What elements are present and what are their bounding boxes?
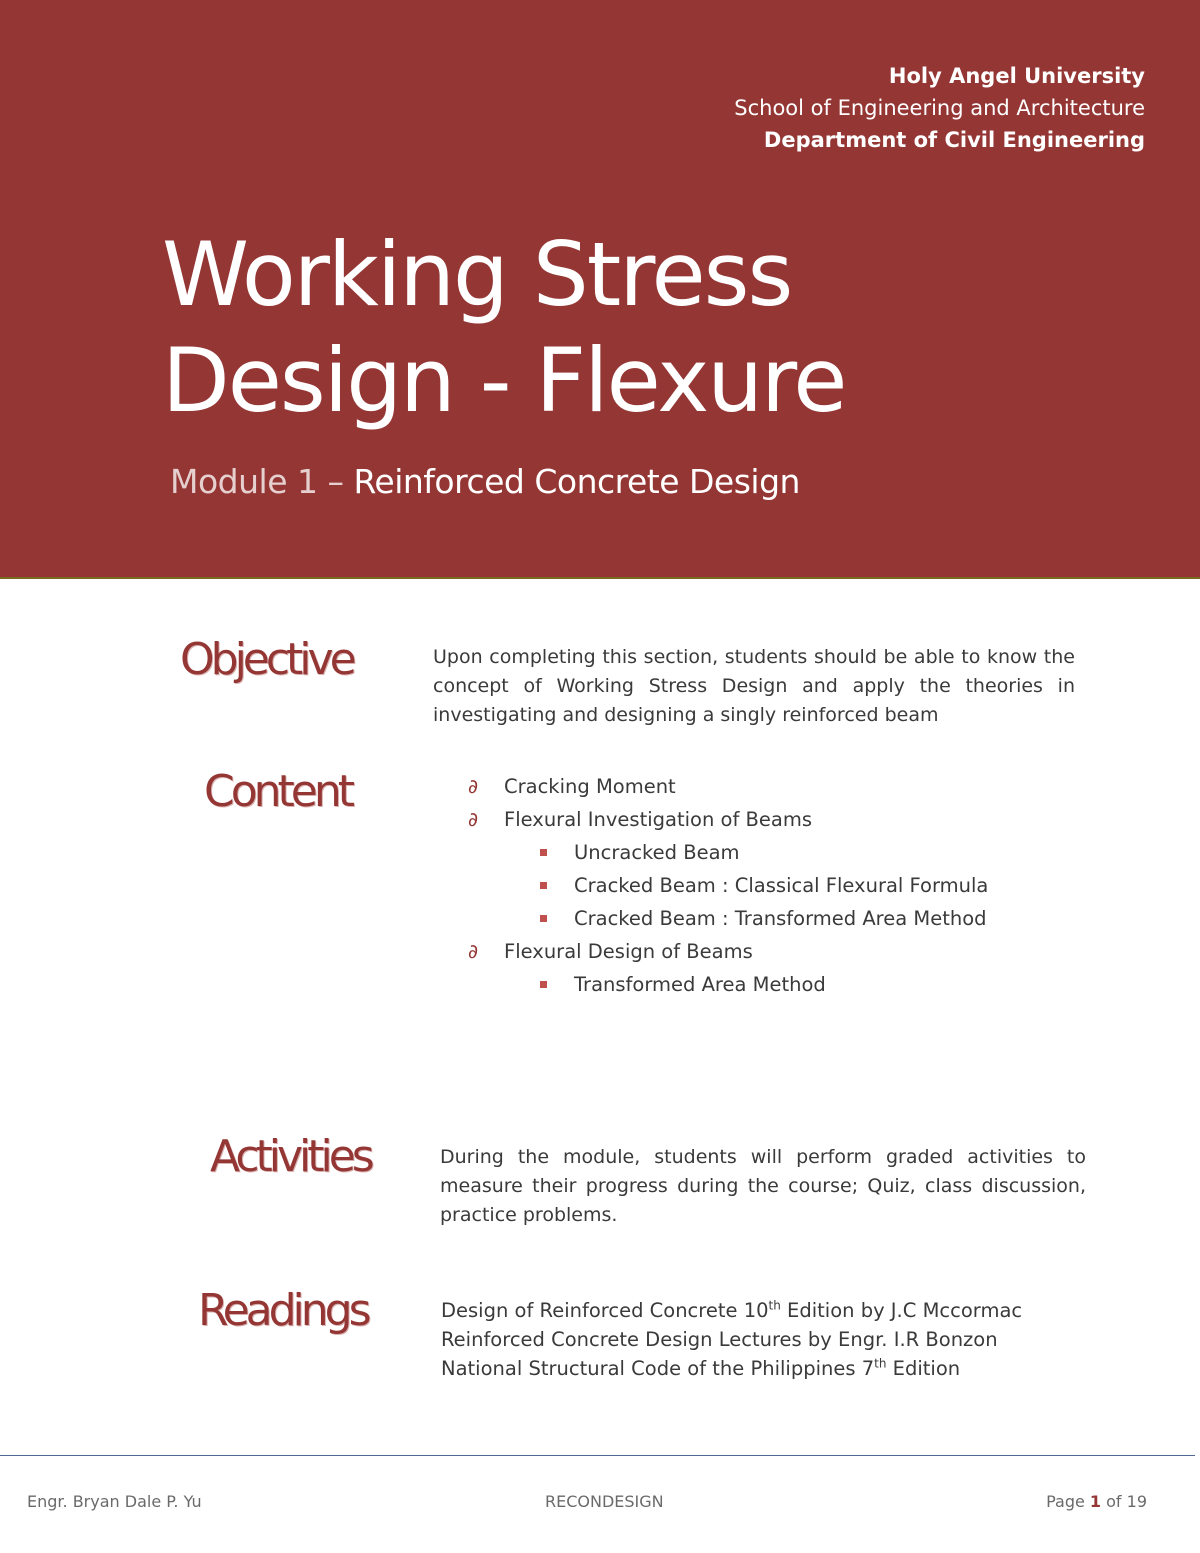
module-prefix: Module 1 –: [170, 462, 354, 501]
module-name: Reinforced Concrete Design: [353, 462, 800, 501]
institution-block: [734, 60, 1145, 156]
content-heading: Content: [204, 766, 351, 817]
reading-item: National Structural Code of the Philippines 7th Edition: [441, 1356, 961, 1380]
module-subtitle: [170, 462, 800, 501]
school-name: School of Engineering and Architecture: [734, 96, 1145, 120]
title-line-1: Working Stress: [162, 223, 792, 326]
square-bullet-icon: [540, 849, 547, 856]
list-item: ∂ Cracking Moment: [468, 770, 988, 803]
title-banner: [0, 0, 1200, 579]
list-item: Cracked Beam : Transformed Area Method: [468, 902, 988, 935]
partial-bullet-icon: ∂: [468, 775, 479, 798]
list-item: ∂ Flexural Investigation of Beams: [468, 803, 988, 836]
objective-heading: Objective: [180, 634, 353, 685]
footer-author: Engr. Bryan Dale P. Yu: [27, 1492, 202, 1511]
objective-text: Upon completing this section, students should be able to know the concept of Working Stress Design and apply the theories in investigating and designing a singly reinforced beam: [433, 646, 1075, 726]
activities-heading: Activities: [210, 1131, 371, 1182]
content-list: [468, 770, 988, 1001]
partial-bullet-icon: ∂: [468, 808, 479, 831]
footer-course: RECONDESIGN: [545, 1492, 664, 1511]
square-bullet-icon: [540, 981, 547, 988]
document-title: [162, 222, 845, 434]
readings-list: [441, 1296, 1022, 1383]
title-line-2: Design - Flexure: [162, 329, 846, 432]
list-item: Transformed Area Method: [468, 968, 988, 1001]
activities-text: During the module, students will perform graded activities to measure their progress during the course; Quiz, class discussion, practice problems.: [440, 1146, 1086, 1226]
department-name: Department of Civil Engineering: [763, 128, 1145, 152]
square-bullet-icon: [540, 915, 547, 922]
footer-divider: [0, 1455, 1195, 1456]
footer-page-number: Page 1 of 19: [1046, 1492, 1147, 1511]
list-item: Uncracked Beam: [468, 836, 988, 869]
reading-item: Design of Reinforced Concrete 10th Edition by J.C Mccormac: [441, 1298, 1023, 1322]
university-name: Holy Angel University: [888, 64, 1145, 88]
partial-bullet-icon: ∂: [468, 940, 479, 963]
reading-item: Reinforced Concrete Design Lectures by Engr. I.R Bonzon: [441, 1328, 998, 1351]
list-item: Cracked Beam : Classical Flexural Formula: [468, 869, 988, 902]
square-bullet-icon: [540, 882, 547, 889]
readings-heading: Readings: [198, 1285, 368, 1336]
list-item: ∂ Flexural Design of Beams: [468, 935, 988, 968]
